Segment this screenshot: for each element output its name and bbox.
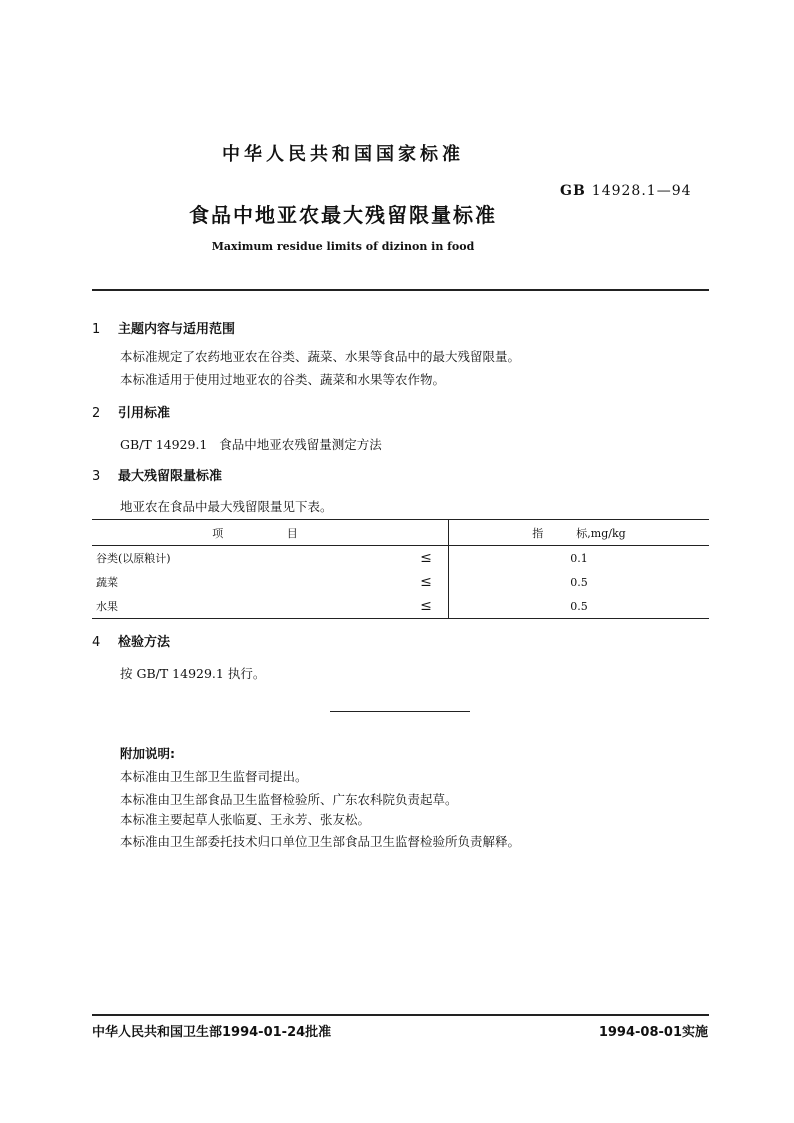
- note-line: 本标准由卫生部食品卫生监督检验所、广东农科院负责起草。: [120, 792, 458, 807]
- row-value: 0.1: [449, 546, 710, 571]
- note-line: 本标准由卫生部卫生监督司提出。: [120, 769, 308, 784]
- table-row: [92, 594, 709, 619]
- section-title: 检验方法: [118, 635, 171, 650]
- paragraph-line: 地亚农在食品中最大残留限量见下表。: [120, 499, 333, 514]
- notes-heading: 附加说明:: [120, 746, 175, 761]
- note-line: 本标准主要起草人张临夏、王永芳、张友松。: [120, 812, 371, 827]
- row-item: 水果: [96, 600, 118, 613]
- row-symbol: ≤: [420, 574, 432, 590]
- section-heading-1: [92, 318, 235, 337]
- org-title: 中华人民共和国国家标准: [222, 144, 464, 165]
- end-divider: [330, 711, 470, 712]
- column-header-value: 指 标,mg/kg: [532, 526, 626, 540]
- section-heading-3: [92, 465, 222, 484]
- row-item: 蔬菜: [96, 576, 118, 589]
- section-number: 1: [92, 322, 101, 337]
- column-header-item: 项 目: [92, 520, 449, 546]
- effective-date: 1994-08-01实施: [598, 1025, 708, 1040]
- paragraph-line: 按 GB/T 14929.1 执行。: [120, 666, 266, 681]
- reference-line: GB/T 14929.1 食品中地亚农残留量测定方法: [120, 437, 382, 452]
- table-row: [92, 570, 709, 594]
- section-title: 主题内容与适用范围: [118, 322, 236, 337]
- table-row: [92, 546, 709, 571]
- section-title: 引用标准: [118, 406, 171, 421]
- document-title-cn: 食品中地亚农最大残留限量标准: [189, 203, 497, 227]
- header-divider: [92, 289, 709, 291]
- section-title: 最大残留限量标准: [118, 469, 223, 484]
- paragraph-line: 本标准适用于使用过地亚农的谷类、蔬菜和水果等农作物。: [120, 372, 446, 387]
- standard-code: [560, 183, 692, 199]
- standard-prefix: GB: [560, 183, 586, 199]
- section-heading-2: [92, 402, 170, 421]
- paragraph-line: 本标准规定了农药地亚农在谷类、蔬菜、水果等食品中的最大残留限量。: [120, 349, 521, 364]
- section-number: 2: [92, 406, 101, 421]
- document-title-en: Maximum residue limits of dizinon in food: [211, 240, 475, 253]
- note-line: 本标准由卫生部委托技术归口单位卫生部食品卫生监督检验所负责解释。: [120, 834, 521, 849]
- footer-divider: [92, 1014, 709, 1016]
- row-item: 谷类(以原粮计): [96, 552, 171, 565]
- residue-limits-table: [92, 519, 709, 619]
- table-header-row: [92, 520, 709, 546]
- section-number: 3: [92, 469, 101, 484]
- section-number: 4: [92, 635, 101, 650]
- row-value: 0.5: [449, 570, 710, 594]
- approval-date: 中华人民共和国卫生部1994-01-24批准: [92, 1025, 332, 1040]
- row-symbol: ≤: [420, 598, 432, 614]
- standard-number: 14928.1—94: [591, 183, 692, 199]
- row-value: 0.5: [449, 594, 710, 619]
- row-symbol: ≤: [420, 550, 432, 566]
- section-heading-4: [92, 631, 170, 650]
